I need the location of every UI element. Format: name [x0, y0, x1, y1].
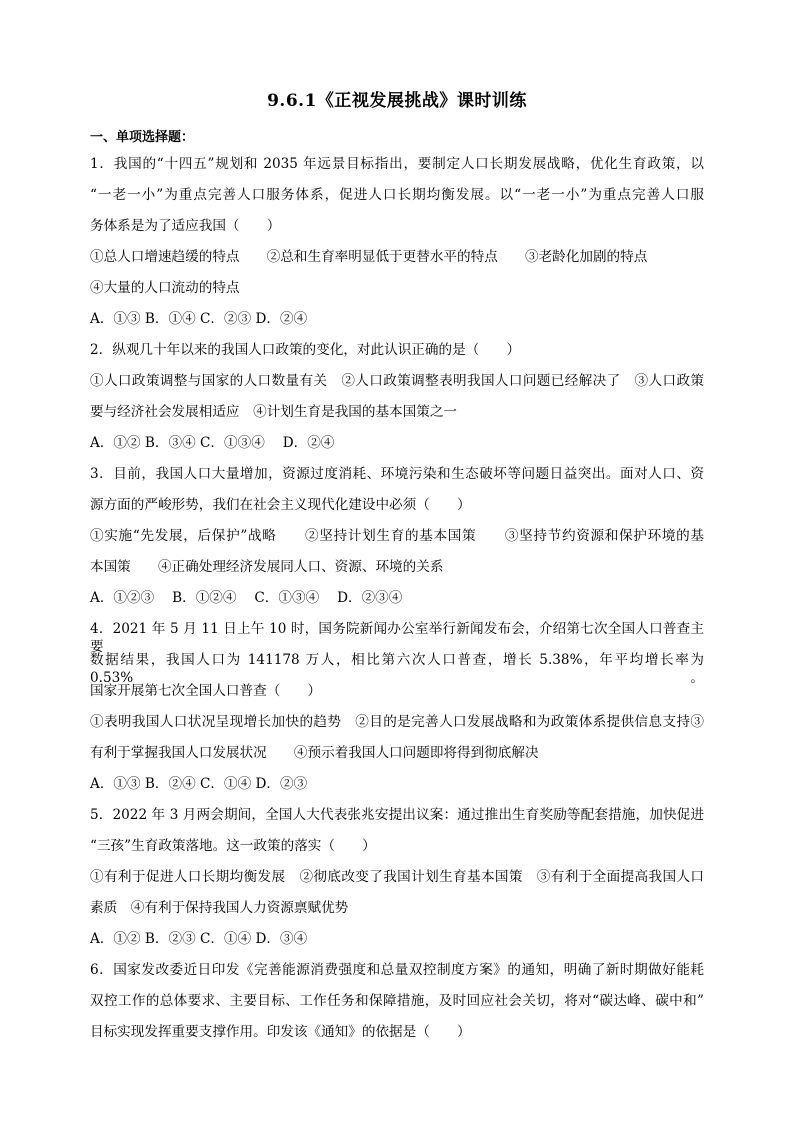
q1-line-4: ①总人口增速趋缓的特点 ②总和生育率明显低于更替水平的特点 ③老龄化加剧的特点 — [90, 249, 648, 265]
q4-line-5: 有利于掌握我国人口发展状况 ④预示着我国人口问题即将得到彻底解决 — [90, 745, 539, 761]
q3-line-1: 3．目前，我国人口大量增加，资源过度消耗、环境污染和生态破坏等问题日益突出。面对人口、资 — [90, 466, 704, 482]
q2-line-3: 要与经济社会发展相适应 ④计划生育是我国的基本国策之一 — [90, 404, 458, 420]
q4-line-1: 4．2021 年 5 月 11 日上午 10 时，国务院新闻办公室举行新闻发布会，介绍第七次全国人口普查主要 — [90, 621, 704, 655]
q2-options: A．①② B．③④ C．①③④ D．②④ — [90, 435, 335, 451]
q1-line-2: “一老一小”为重点完善人口服务体系，促进人口长期均衡发展。以“一老一小”为重点完善人口服 — [90, 187, 704, 203]
q5-line-4: 素质 ④有利于保持我国人力资源禀赋优势 — [90, 900, 349, 916]
q5-options: A．①② B．②③ C．①④ D．③④ — [90, 931, 308, 947]
q1-line-1: 1．我国的“十四五”规划和 2035 年远景目标指出，要制定人口长期发展战略，优化生育政策，以 — [90, 156, 704, 172]
q4-line-2: 数据结果，我国人口为 141178 万人，相比第六次人口普查，增长 5.38%，年平均增长率为 0.53%。 — [90, 652, 704, 686]
q3-line-3: ①实施“先发展，后保护”战略 ②坚持计划生育的基本国策 ③坚持节约资源和保护环境的基 — [90, 528, 704, 544]
q5-line-1: 5．2022 年 3 月两会期间，全国人大代表张兆安提出议案：通过推出生育奖励等配套措施，加快促进 — [90, 807, 704, 823]
q4-options: A．①③ B．②④ C．①④ D．②③ — [90, 776, 308, 792]
q3-options: A．①②③ B．①②④ C．①③④ D．②③④ — [90, 590, 403, 606]
q6-line-1: 6．国家发改委近日印发《完善能源消费强度和总量双控制度方案》的通知，明确了新时期做好能耗 — [90, 962, 704, 978]
q2-line-2: ①人口政策调整与国家的人口数量有关 ②人口政策调整表明我国人口问题已经解决了 ③人口政策 — [90, 373, 704, 389]
q5-line-3: ①有利于促进人口长期均衡发展 ②彻底改变了我国计划生育基本国策 ③有利于全面提高我国人口 — [90, 869, 704, 885]
page-title: 9.6.1《正视发展挑战》课时训练 — [267, 91, 527, 111]
q6-line-2: 双控工作的总体要求、主要目标、工作任务和保障措施，及时回应社会关切，将对“碳达峰、碳中和” — [90, 993, 704, 1009]
q3-line-2: 源方面的严峻形势，我们在社会主义现代化建设中必须（ ） — [90, 497, 471, 513]
q1-options: A．①③ B．①④ C．②③ D．②④ — [90, 311, 308, 327]
q2-line-1: 2．纵观几十年以来的我国人口政策的变化，对此认识正确的是（ ） — [90, 342, 521, 358]
section-heading: 一、单项选择题： — [90, 130, 195, 145]
q6-line-3: 目标实现发挥重要支撑作用。印发该《通知》的依据是（ ） — [90, 1024, 471, 1040]
q4-line-4: ①表明我国人口状况呈现增长加快的趋势 ②目的是完善人口发展战略和为政策体系提供信息支持③ — [90, 714, 704, 730]
q4-line-3: 国家开展第七次全国人口普查（ ） — [90, 683, 322, 699]
q1-line-5: ④大量的人口流动的特点 — [90, 280, 240, 296]
q3-line-4: 本国策 ④正确处理经济发展同人口、资源、环境的关系 — [90, 559, 444, 575]
q5-line-2: “三孩”生育政策落地。这一政策的落实（ ） — [90, 838, 376, 854]
q1-line-3: 务体系是为了适应我国（ ） — [90, 218, 281, 234]
